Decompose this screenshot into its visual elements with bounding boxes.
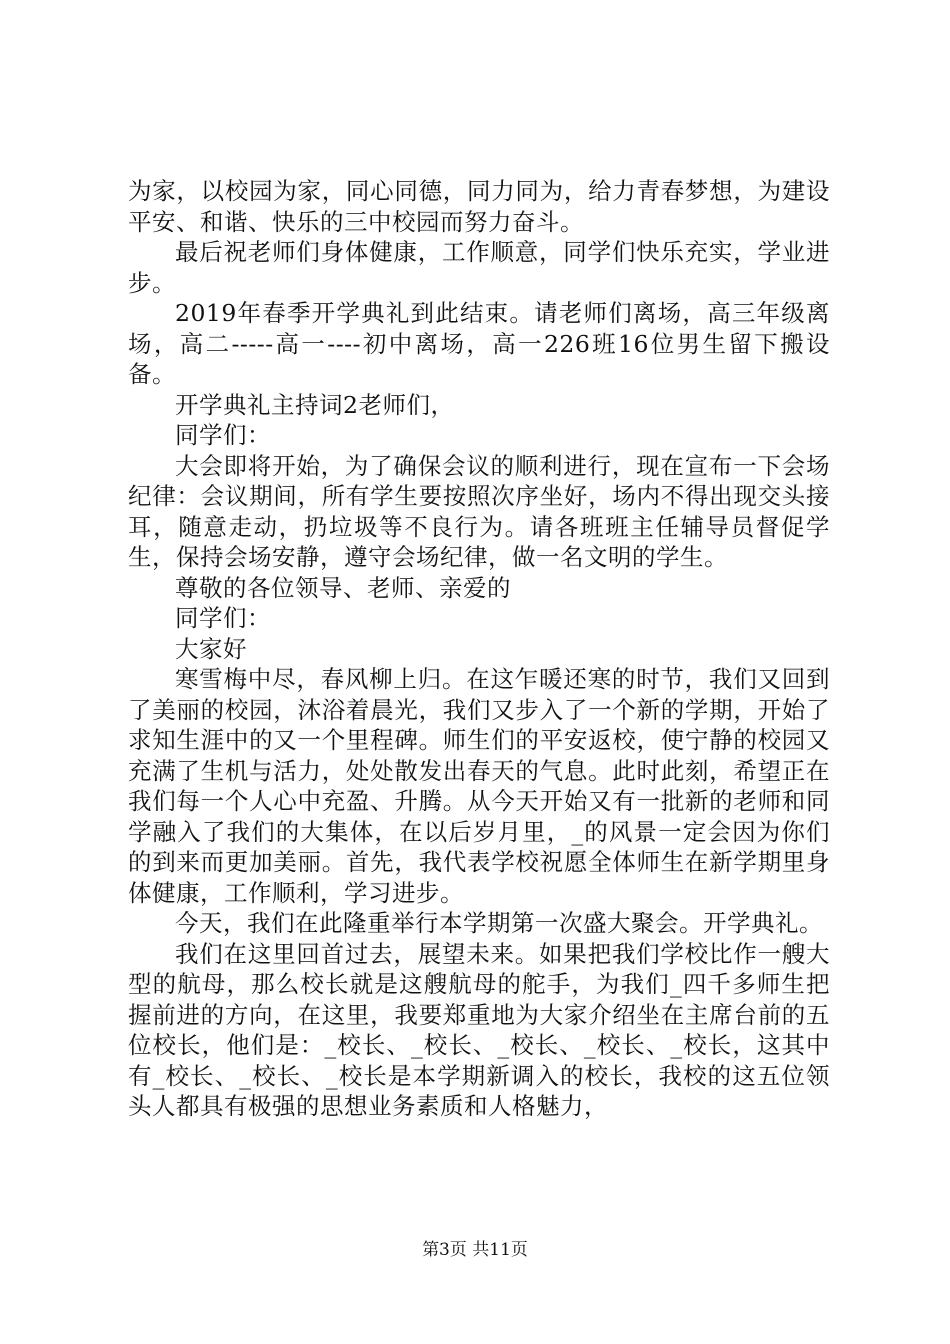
paragraph-hello: 大家好 <box>175 634 247 663</box>
page-number-footer: 第3页 共11页 <box>422 1240 528 1260</box>
paragraph-closing-announcement: 2019年春季开学典礼到此结束。请老师们离场，高三年级离场，高二-----高一----初中离场，高一226班16位男生留下搬设备。 <box>128 299 830 388</box>
paragraph-spring-opening: 寒雪梅中尽，春风柳上归。在这乍暖还寒的时节，我们又回到了美丽的校园，沐浴着晨光，我们又步入了一个新的学期，开始了求知生涯中的又一个里程碑。师生们的平安返校，使宁静的校园又充满了生机与活力，处处散发出春天的气息。此时此刻，希望正在我们每一个人心中充盈、升腾。从今天开始又有一批新的老师和同学融入了我们的大集体，在以后岁月里，_的风景一定会因为你们的到来而更加美丽。首先，我代表学校祝愿全体师生在新学期里身体健康，工作顺利，学习进步。 <box>128 665 830 907</box>
paragraph-continuation: 为家，以校园为家，同心同德，同力同为，给力青春梦想，为建设平安、和谐、快乐的三中校园而努力奋斗。 <box>128 177 830 236</box>
paragraph-heading-2: 开学典礼主持词2老师们， <box>175 390 455 419</box>
paragraph-today: 今天，我们在此隆重举行本学期第一次盛大聚会。开学典礼。 <box>175 909 823 937</box>
document-body <box>128 176 830 1122</box>
paragraph-greeting-students: 同学们： <box>175 604 271 632</box>
paragraph-greeting-leaders: 尊敬的各位领导、老师、亲爱的 <box>175 573 511 602</box>
paragraph-discipline: 大会即将开始，为了确保会议的顺利进行，现在宣布一下会场纪律：会议期间，所有学生要按照次序坐好，场内不得出现交头接耳，随意走动，扔垃圾等不良行为。请各班班主任辅导员督促学生，保持会场安静，遵守会场纪律，做一名文明的学生。 <box>128 451 830 571</box>
paragraph-principals: 我们在这里回首过去，展望未来。如果把我们学校比作一艘大型的航母，那么校长就是这艘航母的舵手，为我们_四千多师生把握前进的方向，在这里，我要郑重地为大家介绍坐在主席台前的五位校长，他们是：_校长、_校长、_校长、_校长、_校长，这其中有_校长、_校长、_校长是本学期新调入的校长，我校的这五位领头人都具有极强的思想业务素质和人格魅力， <box>128 939 830 1120</box>
paragraph-students-address: 同学们： <box>175 421 271 449</box>
paragraph-blessing: 最后祝老师们身体健康，工作顺意，同学们快乐充实，学业进步。 <box>128 238 830 297</box>
